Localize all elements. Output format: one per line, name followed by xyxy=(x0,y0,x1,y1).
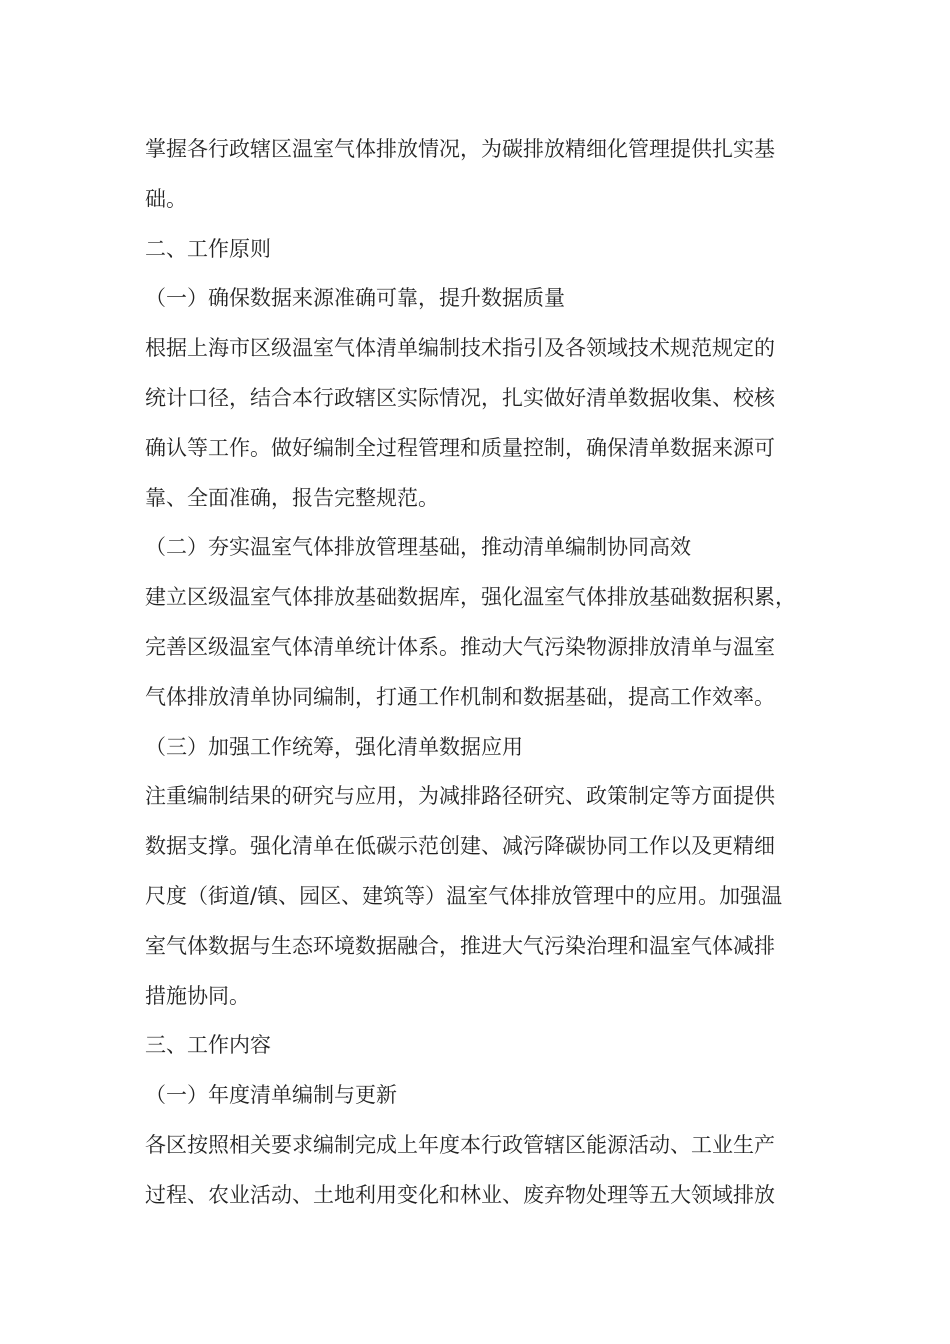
section-heading: 三、工作内容 xyxy=(145,1033,271,1058)
text-line: 靠、全面准确，报告完整规范。 xyxy=(145,485,439,510)
text-line: 注重编制结果的研究与应用，为减排路径研究、政策制定等方面提供 xyxy=(145,784,775,809)
text-line: 数据支撑。强化清单在低碳示范创建、减污降碳协同工作以及更精细 xyxy=(145,834,775,859)
text-line: 础。 xyxy=(145,186,187,211)
text-line: 完善区级温室气体清单统计体系。推动大气污染物源排放清单与温室 xyxy=(145,634,775,659)
text-line: 措施协同。 xyxy=(145,983,250,1008)
text-line: 统计口径，结合本行政辖区实际情况，扎实做好清单数据收集、校核 xyxy=(145,385,775,410)
subsection-heading: （一）确保数据来源准确可靠，提升数据质量 xyxy=(145,286,565,311)
subsection-heading: （三）加强工作统筹，强化清单数据应用 xyxy=(145,734,523,759)
section-heading: 二、工作原则 xyxy=(145,236,271,261)
subsection-heading: （一）年度清单编制与更新 xyxy=(145,1083,397,1108)
text-line: 各区按照相关要求编制完成上年度本行政管辖区能源活动、工业生产 xyxy=(145,1132,775,1157)
text-line: 根据上海市区级温室气体清单编制技术指引及各领域技术规范规定的 xyxy=(145,336,775,361)
text-line: 建立区级温室气体排放基础数据库，强化温室气体排放基础数据积累， xyxy=(145,585,796,610)
document-page xyxy=(145,125,810,1221)
text-line: 尺度（街道/镇、园区、建筑等）温室气体排放管理中的应用。加强温 xyxy=(145,883,783,908)
text-line: 掌握各行政辖区温室气体排放情况，为碳排放精细化管理提供扎实基 xyxy=(145,137,775,161)
text-line: 室气体数据与生态环境数据融合，推进大气污染治理和温室气体减排 xyxy=(145,933,775,958)
subsection-heading: （二）夯实温室气体排放管理基础，推动清单编制协同高效 xyxy=(145,535,691,560)
text-line: 确认等工作。做好编制全过程管理和质量控制，确保清单数据来源可 xyxy=(145,435,775,460)
text-line: 过程、农业活动、土地利用变化和林业、废弃物处理等五大领域排放 xyxy=(145,1182,775,1207)
text-line: 气体排放清单协同编制，打通工作机制和数据基础，提高工作效率。 xyxy=(145,684,775,709)
